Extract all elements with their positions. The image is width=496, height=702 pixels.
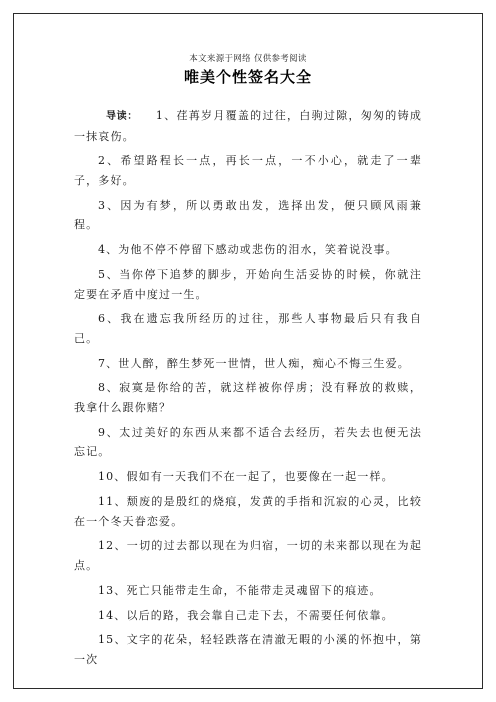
list-item: 3、因为有梦，所以勇敢出发，选择出发，便只顾风雨兼程。 (74, 198, 422, 232)
list-item: 10、假如有一天我们不在一起了，也要像在一起一样。 (98, 470, 394, 484)
list-item-text: 1、荏苒岁月覆盖的过往，白驹过隙，匆匆的铸成一抹哀伤。 (74, 109, 423, 143)
list-item: 7、世人醉，醉生梦死一世情，世人痴，痴心不悔三生爱。 (98, 356, 410, 370)
intro-label: 导读： (106, 111, 138, 122)
list-item: 6、我在遗忘我所经历的过往，那些人事物最后只有我自己。 (74, 312, 422, 345)
list-item: 5、当你停下追梦的脚步，开始向生活妥协的时候，你就注定要在矛盾中度过一生。 (74, 267, 422, 301)
list-item: 11、颓废的是殷红的烧痕，发黄的手指和沉寂的心灵，比较在一个冬天眷恋爱。 (74, 494, 422, 528)
list-item: 9、太过美好的东西从来都不适合去经历，若失去也便无法忘记。 (74, 425, 422, 459)
list-item: 8、寂寞是你给的苦，就这样被你俘虏；没有释放的救赎，我拿什么跟你赌？ (74, 381, 422, 415)
list-item: 12、一切的过去都以现在为归宿，一切的未来都以现在为起点。 (74, 539, 422, 572)
document-body (74, 106, 422, 675)
source-note: 本文来源于网络 仅供参考阅读 (189, 54, 307, 64)
document-title: 唯美个性签名大全 (183, 68, 312, 86)
list-item: 2、希望路程长一点，再长一点，一不小心，就走了一辈子，多好。 (74, 154, 422, 187)
list-item: 4、为他不停不停留下感动或悲伤的泪水，笑着说没事。 (98, 243, 398, 257)
list-item: 13、死亡只能带走生命，不能带走灵魂留下的痕迹。 (98, 583, 382, 597)
list-item: 14、以后的路，我会靠自己走下去，不需要任何依靠。 (98, 608, 394, 622)
list-item: 15、文字的花朵，轻轻跌落在清澈无暇的小溪的怀抱中，第一次 (74, 633, 422, 666)
list-item (74, 106, 422, 146)
